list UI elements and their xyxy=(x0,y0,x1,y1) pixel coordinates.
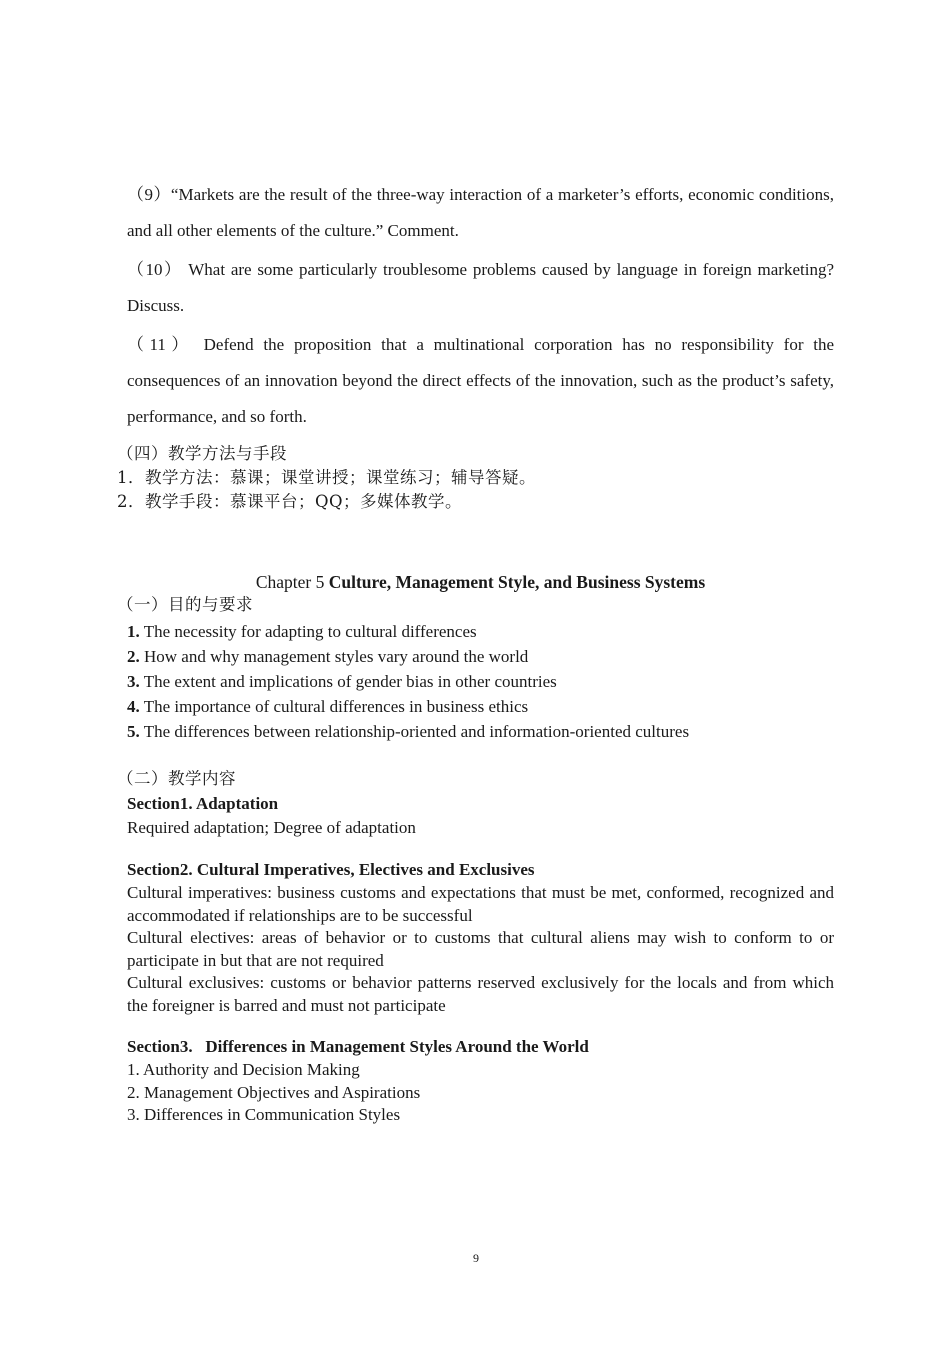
section-title: Section1. Adaptation xyxy=(127,794,279,813)
section-1 xyxy=(127,792,834,840)
paragraph: Cultural exclusives: customs or behavior patterns reserved exclusively for the locals and from which the foreigner is barred and must not participate xyxy=(127,973,834,1015)
section-title: Section3. Differences in Management Styles Around the World xyxy=(127,1037,589,1056)
section-heading: （一）目的与要求 xyxy=(117,595,253,614)
objectives-section xyxy=(117,593,837,617)
paragraph: Cultural electives: areas of behavior or to customs that cultural aliens may wish to conform to or participate in but that are not required xyxy=(127,928,834,970)
list-item: 3. Differences in Communication Styles xyxy=(127,1105,401,1124)
list-item: 3. The extent and implications of gender bias in other countries xyxy=(127,672,557,691)
list-item: 2. How and why management styles vary around the world xyxy=(127,647,529,666)
question-number: （11） xyxy=(127,335,194,354)
question-text: Defend the proposition that a multinational corporation has no responsibility for the consequences of an innovation beyond the direct effects of the innovation, such as the product’s safety, performance, and so forth. xyxy=(127,335,835,426)
list-item: 2. Management Objectives and Aspirations xyxy=(127,1082,421,1102)
chapter-title xyxy=(127,570,834,594)
question-number: （10） xyxy=(127,260,183,279)
list-item: 1．教学方法：慕课；课堂讲授；课堂练习；辅导答疑。 xyxy=(117,468,536,487)
question-text: “Markets are the result of the three-way interaction of a marketer’s efforts, economic conditions, and all other elements of the culture.” Comment. xyxy=(127,185,834,240)
question-10 xyxy=(127,252,834,324)
section-body: Required adaptation; Degree of adaptation xyxy=(127,818,416,837)
chapter-name: Culture, Management Style, and Business Systems xyxy=(328,572,706,592)
list-item: 5. The differences between relationship-oriented and information-oriented cultures xyxy=(127,722,690,741)
list-item: 2．教学手段：慕课平台；QQ；多媒体教学。 xyxy=(117,492,463,511)
content-heading-wrap xyxy=(117,767,837,791)
chapter-prefix: Chapter 5 xyxy=(255,572,329,592)
question-number: （9） xyxy=(127,185,171,204)
section-3 xyxy=(127,1035,834,1127)
paragraph: Cultural imperatives: business customs and expectations that must be met, conformed, recognized and accommodated if relationships are to be successful xyxy=(127,883,834,925)
question-11 xyxy=(127,327,834,435)
list-item: 1. The necessity for adapting to cultural differences xyxy=(127,622,477,641)
list-item: 4. The importance of cultural differences in business ethics xyxy=(127,697,529,716)
section-heading: （二）教学内容 xyxy=(117,769,236,788)
list-item: 1. Authority and Decision Making xyxy=(127,1060,360,1079)
section-heading: （四）教学方法与手段 xyxy=(117,444,287,463)
section-title: Section2. Cultural Imperatives, Electives and Exclusives xyxy=(127,860,535,879)
question-9 xyxy=(127,177,834,249)
question-text: What are some particularly troublesome problems caused by language in foreign marketing? Discuss. xyxy=(127,260,834,315)
page-number: 9 xyxy=(473,1251,479,1265)
methods-section xyxy=(117,442,837,514)
objectives-list xyxy=(127,619,834,744)
section-2 xyxy=(127,858,834,1017)
